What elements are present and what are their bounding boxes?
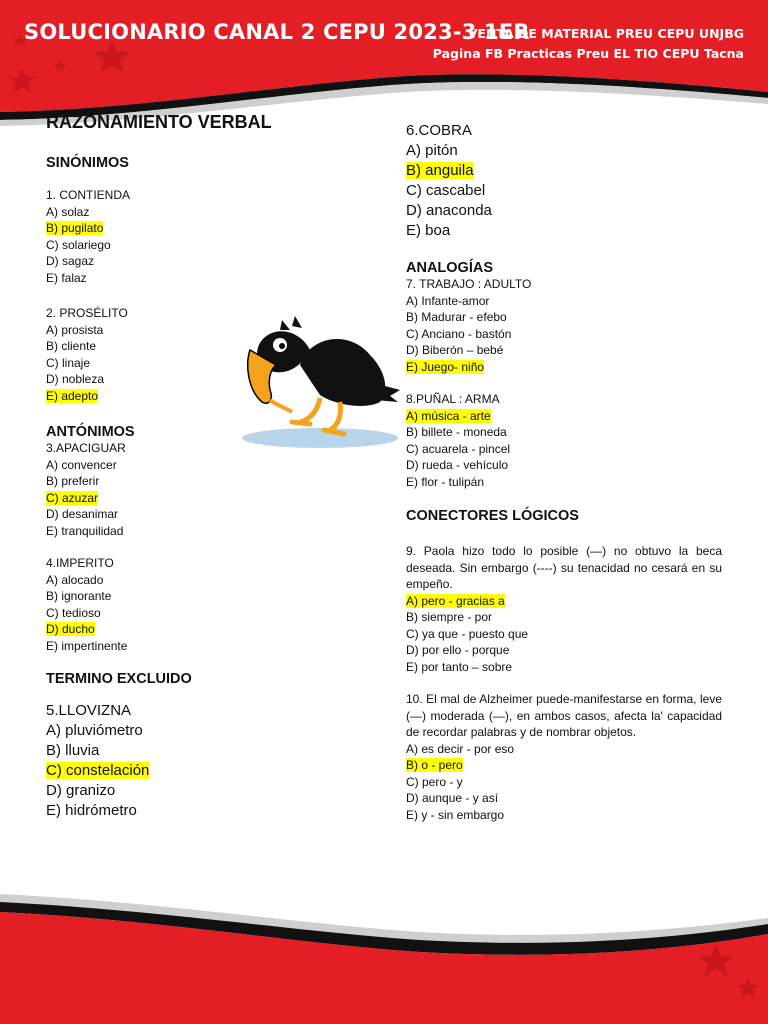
answer-option: E) adepto bbox=[46, 388, 99, 403]
option: B) preferir bbox=[46, 474, 100, 488]
option: A) Infante-amor bbox=[406, 293, 490, 308]
option: E) flor - tulipán bbox=[406, 474, 485, 489]
header-line-2: Pagina FB Practicas Preu EL TIO CEPU Tacna bbox=[432, 46, 744, 61]
conectores-heading: CONECTORES LÓGICOS bbox=[406, 508, 579, 524]
question-stem: 1. CONTIENDA bbox=[46, 188, 131, 202]
option: B) cliente bbox=[46, 339, 97, 353]
analogias-heading: ANALOGÍAS bbox=[406, 260, 493, 276]
option: A) prosista bbox=[46, 322, 104, 337]
crow-illustration bbox=[240, 310, 405, 450]
option: E) por tanto – sobre bbox=[406, 659, 513, 674]
question-9 bbox=[406, 543, 722, 675]
answer-option: B) pugilato bbox=[46, 221, 104, 235]
question-stem: 7. TRABAJO : ADULTO bbox=[406, 277, 532, 291]
option: E) falaz bbox=[46, 270, 87, 285]
option: D) desanimar bbox=[46, 507, 119, 521]
excluido-heading: TERMINO EXCLUIDO bbox=[46, 671, 192, 687]
option: A) es decir - por eso bbox=[406, 741, 515, 756]
question-stem: 6.COBRA bbox=[406, 122, 472, 139]
header-info bbox=[433, 24, 744, 64]
option: B) Madurar - efebo bbox=[406, 310, 507, 324]
option: A) solaz bbox=[46, 204, 90, 219]
question-stem: 10. El mal de Alzheimer puede-manifestarse en forma, leve (—) moderada (—), en ambos casos, afecta la' capacidad de recordar palabras y de nombrar objetos. bbox=[406, 692, 722, 739]
option: B) siempre - por bbox=[406, 610, 493, 624]
question-stem: 2. PROSÉLITO bbox=[46, 306, 128, 320]
answer-option: C) constelación bbox=[46, 762, 150, 779]
option: D) nobleza bbox=[46, 372, 105, 386]
answer-option: B) o - pero bbox=[406, 758, 463, 772]
option: E) y - sin embargo bbox=[406, 807, 505, 822]
answer-option: C) azuzar bbox=[46, 490, 99, 505]
option: D) por ello - porque bbox=[406, 643, 510, 657]
option: D) Biberón – bebé bbox=[406, 343, 504, 357]
option: C) linaje bbox=[46, 355, 91, 370]
question-3 bbox=[46, 440, 346, 539]
option: A) convencer bbox=[46, 457, 117, 472]
option: C) pero - y bbox=[406, 774, 463, 789]
option: E) boa bbox=[406, 222, 451, 239]
question-stem: 5.LLOVIZNA bbox=[46, 702, 132, 719]
section-title: RAZONAMIENTO VERBAL bbox=[46, 112, 272, 132]
question-stem: 3.APACIGUAR bbox=[46, 441, 126, 455]
option: C) solariego bbox=[46, 237, 111, 252]
option: B) ignorante bbox=[46, 589, 112, 603]
option: B) lluvia bbox=[46, 742, 100, 759]
option: C) tedioso bbox=[46, 605, 101, 620]
question-6 bbox=[406, 121, 722, 241]
option: D) granizo bbox=[46, 782, 116, 799]
answer-option: B) anguila bbox=[406, 162, 474, 179]
right-column bbox=[406, 121, 722, 823]
question-5 bbox=[46, 701, 346, 821]
question-stem: 4.IMPERITO bbox=[46, 556, 114, 570]
left-column bbox=[46, 112, 346, 821]
option: C) cascabel bbox=[406, 182, 486, 199]
question-stem: 9. Paola hizo todo lo posible (—) no obtuvo la beca deseada. Sin embargo (----) su tenacidad no cesará en su empeño. bbox=[406, 544, 722, 591]
option: C) Anciano - bastón bbox=[406, 326, 512, 341]
answer-option: E) Juego- niño bbox=[406, 359, 485, 374]
option: D) anaconda bbox=[406, 202, 492, 219]
option: C) acuarela - pincel bbox=[406, 441, 511, 456]
question-1 bbox=[46, 187, 346, 286]
question-stem: 8.PUÑAL : ARMA bbox=[406, 392, 500, 406]
option: D) aunque - y así bbox=[406, 791, 499, 805]
question-4 bbox=[46, 555, 346, 654]
option: E) impertinente bbox=[46, 638, 128, 653]
question-10 bbox=[406, 691, 722, 823]
option: A) alocado bbox=[46, 572, 104, 587]
question-8 bbox=[406, 391, 722, 490]
option: B) billete - moneda bbox=[406, 425, 507, 439]
option: D) rueda - vehículo bbox=[406, 458, 509, 472]
option: E) hidrómetro bbox=[46, 802, 137, 819]
question-7 bbox=[406, 276, 722, 375]
option: A) pitón bbox=[406, 142, 458, 159]
header-line-1: VENTA DE MATERIAL PREU CEPU UNJBG bbox=[467, 26, 744, 41]
answer-option: A) pero - gracias a bbox=[406, 593, 505, 608]
sinonimos-heading: SINÓNIMOS bbox=[46, 155, 129, 171]
antonimos-heading: ANTÓNIMOS bbox=[46, 424, 135, 440]
option: D) sagaz bbox=[46, 254, 95, 268]
footer-banner bbox=[0, 880, 768, 1024]
option: A) pluviómetro bbox=[46, 722, 143, 739]
option: C) ya que - puesto que bbox=[406, 626, 529, 641]
answer-option: A) música - arte bbox=[406, 408, 491, 423]
answer-option: D) ducho bbox=[46, 622, 95, 636]
option: E) tranquilidad bbox=[46, 523, 124, 538]
page-title: SOLUCIONARIO CANAL 2 CEPU 2023-3 1ER bbox=[24, 20, 530, 44]
